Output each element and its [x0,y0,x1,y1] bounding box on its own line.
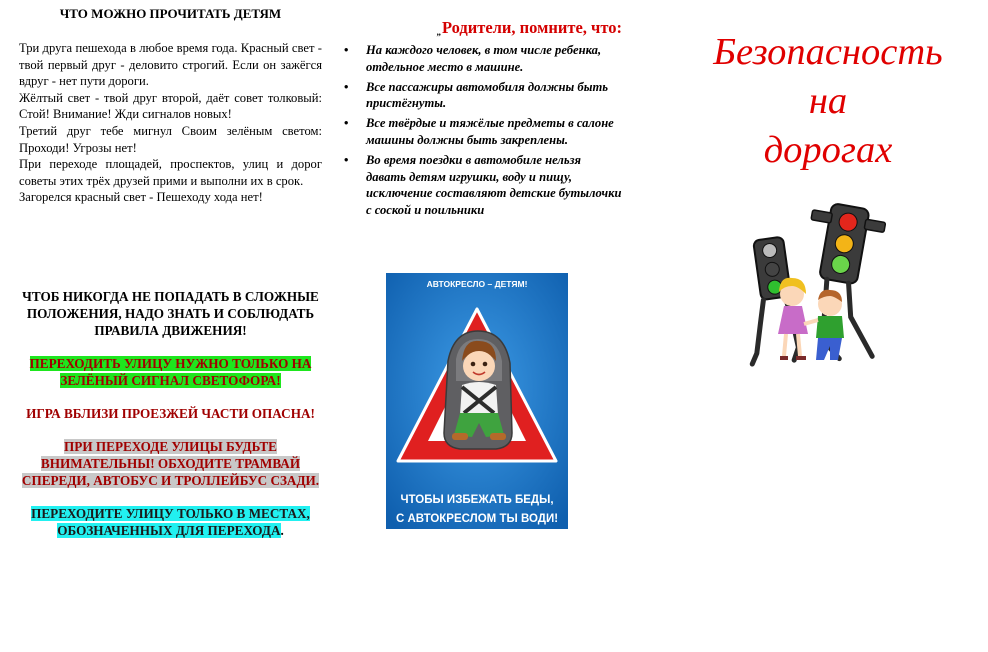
bullet-icon: • [344,152,349,167]
rule-crosswalk [19,505,322,539]
title-line: Безопасность [713,31,943,73]
poem-title: ЧТО МОЖНО ПРОЧИТАТЬ ДЕТЯМ [59,6,282,21]
heading-mark: „ [436,27,441,37]
list-item-text: Все твёрдые и тяжёлые предметы в салоне машины должны быть закреплены. [366,116,614,147]
title-line: на [808,80,848,122]
parents-list [340,42,622,219]
list-item [344,152,622,219]
traffic-rules [19,288,322,555]
rule-red-text: ИГРА ВБЛИЗИ ПРОЕЗЖЕЙ ЧАСТИ ОПАСНА! [26,406,315,421]
girl-figure [778,278,808,358]
right-traffic-light [788,200,897,364]
poem-line: При переходе площадей, проспектов, улиц и дорог советы этих трёх друзей прими и выполни их в срок. [19,157,322,188]
list-item [344,42,622,76]
list-item-text: На каждого человек, в том числе ребенка, отдельное место в машине. [366,43,602,74]
list-item-text: Все пассажиры автомобиля должны быть пристёгнуты. [366,79,609,111]
poem-line: Жёлтый свет - твой друг второй, даёт совет толковый: Стой! Внимание! Жди сигналов новых! [19,90,322,122]
poster-bottom-line-1: ЧТОБЫ ИЗБЕЖАТЬ БЕДЫ, [400,494,554,506]
rules-heading: ЧТОБ НИКОГДА НЕ ПОПАДАТЬ В СЛОЖНЫЕ ПОЛОЖЕНИЯ, НАДО ЗНАТЬ И СОБЛЮДАТЬ ПРАВИЛА ДВИЖЕНИЯ! [22,289,319,338]
rule-no-play [19,405,322,422]
title-line: дорогах [763,129,893,171]
rule-cyan-text: ПЕРЕХОДИТЕ УЛИЦУ ТОЛЬКО В МЕСТАХ, ОБОЗНАЧЕННЫХ ДЛЯ ПЕРЕХОДА [31,506,310,538]
poem [19,40,322,206]
poster-top-text: АВТОКРЕСЛО – ДЕТЯМ! [426,279,528,289]
poem-line: Загорелся красный свет - Пешеходу хода нет! [19,190,263,205]
rule-green-text: ПЕРЕХОДИТЬ УЛИЦУ НУЖНО ТОЛЬКО НА ЗЕЛЁНЫЙ СИГНАЛ СВЕТОФОРА! [29,356,312,388]
middle-column [340,18,622,222]
car-seat-poster-icon [386,273,568,529]
list-item [344,79,622,113]
poem-line: Третий друг тебе мигнул Своим зелёным светом: Проходи! Угрозы нет! [19,123,322,155]
rule-grey-text: ПРИ ПЕРЕХОДЕ УЛИЦЫ БУДЬТЕ ВНИМАТЕЛЬНЫ! ОБХОДИТЕ ТРАМВАЙ СПЕРЕДИ, АВТОБУС И ТРОЛЛЕЙБУС СЗАДИ. [21,439,320,488]
brochure-title [668,28,988,175]
poem-line: Три друга пешехода в любое время года. Красный свет - твой первый друг - деловито строгий. Если он зажёгся вдруг - нет пути дороги. [19,41,322,89]
rule-cyan-period: . [280,523,284,538]
rule-green-signal [19,355,322,389]
bullet-icon: • [344,116,349,131]
rule-be-careful [19,438,322,489]
traffic-light-kids-icon [734,200,910,370]
parents-heading-text: Родители, помните, что: [441,18,622,37]
poster-bottom-line-2: С АВТОКРЕСЛОМ ТЫ ВОДИ! [395,513,559,525]
list-item [344,115,622,149]
bullet-icon: • [344,43,349,57]
boy-figure [804,290,844,360]
bullet-icon: • [344,79,349,94]
list-item-text: Во время поездки в автомобиле нельзя давать детям игрушки, воду и пищу, исключение составляют детские бутылочки с соской и поильники [366,152,622,218]
left-column [19,6,322,206]
child-face [463,351,495,381]
parents-heading [340,18,622,38]
